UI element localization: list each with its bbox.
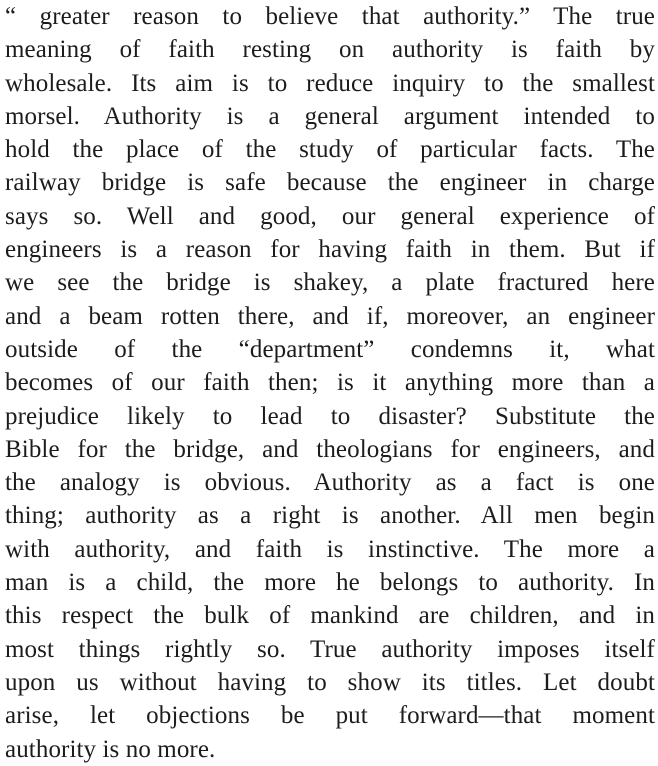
text-line: Bible for the bridge, and theologians for engineers, and bbox=[5, 435, 655, 463]
text-line: wholesale. Its aim is to reduce inquiry to the smallest bbox=[5, 69, 655, 97]
text-line: this respect the bulk of mankind are children, and in bbox=[5, 602, 655, 630]
text-line: morsel. Authority is a general argument intended to bbox=[5, 102, 655, 130]
text-line: and a beam rotten there, and if, moreover, an engineer bbox=[5, 302, 655, 330]
text-line: prejudice likely to lead to disaster? Substitute the bbox=[5, 402, 655, 430]
text-line: meaning of faith resting on authority is faith by bbox=[5, 36, 655, 64]
text-line: engineers is a reason for having faith in them. But if bbox=[5, 236, 655, 264]
text-line: we see the bridge is shakey, a plate fractured here bbox=[5, 269, 655, 297]
text-line: thing; authority as a right is another. All men begin bbox=[5, 502, 655, 530]
text-line: most things rightly so. True authority imposes itself bbox=[5, 635, 655, 663]
text-line: “ greater reason to believe that authority.” The true bbox=[5, 3, 655, 30]
text-line: hold the place of the study of particular facts. The bbox=[5, 136, 655, 164]
text-line: man is a child, the more he belongs to authority. In bbox=[5, 569, 655, 597]
text-line: with authority, and faith is instinctive. The more a bbox=[5, 535, 655, 563]
text-line: outside of the “department” condemns it, what bbox=[5, 335, 655, 363]
text-line: says so. Well and good, our general experience of bbox=[5, 202, 655, 230]
body-paragraph bbox=[5, 0, 655, 766]
text-line: railway bridge is safe because the engineer in charge bbox=[5, 169, 655, 197]
text-line: authority is no more. bbox=[5, 735, 216, 763]
text-line: arise, let objections be put forward—that moment bbox=[5, 702, 655, 730]
text-line: becomes of our faith then; is it anything more than a bbox=[5, 369, 655, 397]
text-line: the analogy is obvious. Authority as a fact is one bbox=[5, 469, 655, 497]
text-line: upon us without having to show its titles. Let doubt bbox=[5, 668, 655, 696]
